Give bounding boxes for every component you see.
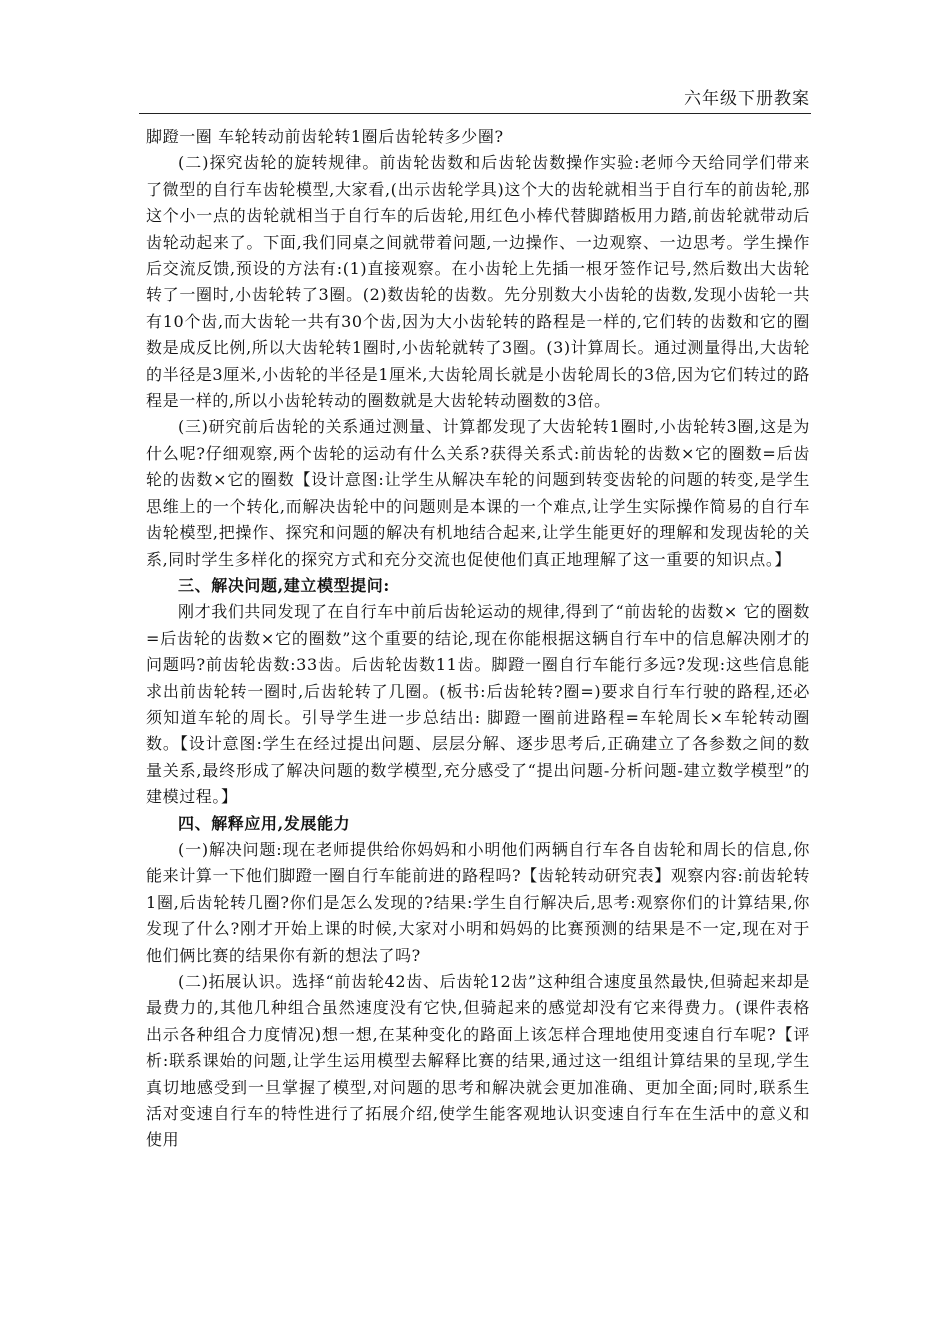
paragraph-build-model: 刚才我们共同发现了在自行车中前后齿轮运动的规律,得到了“前齿轮的齿数× 它的圈数=后齿轮的齿数×它的圈数”这个重要的结论,现在你能根据这辆自行车中的信息解决刚才的问题吗?前齿轮齿数:33齿。后齿轮齿数11齿。脚蹬一圈自行车能行多远?发现:这些信息能求出前齿轮转一圈时,后齿轮转了几圈。(板书:后齿轮转?圈=)要求自行车行驶的路程,还必须知道车轮的周长。引导学生进一步总结出: 脚蹬一圈前进路程=车轮周长×车轮转动圈数。【设计意图:学生在经过提出问题、层层分解、逐步思考后,正确建立了各参数之间的数量关系,最终形成了解决问题的数学模型,充分感受了“提出问题-分析问题-建立数学模型”的建模过程。】	[146, 602, 810, 807]
paragraph-extend-knowledge: (二)拓展认识。选择“前齿轮42齿、后齿轮12齿”这种组合速度虽然最快,但骑起来却是最费力的,其他几种组合虽然速度没有它快,但骑起来的感觉却没有它来得费力。(课件表格出示各种组合力度情况)想一想,在某种变化的路面上该怎样合理地使用变速自行车呢?【评析:联系课始的问题,让学生运用模型去解释比赛的结果,通过这一组组计算结果的呈现,学生真切地感受到一旦掌握了模型,对问题的思考和解决就会更加准确、更加全面;同时,联系生活对变速自行车的特性进行了拓展介绍,使学生能客观地认识变速自行车在生活中的意义和使用	[146, 972, 810, 1150]
paragraph-question: 脚蹬一圈 车轮转动前齿轮转1圈后齿轮转多少圈?	[146, 127, 504, 146]
page-header-title: 六年级下册教案	[684, 89, 810, 109]
section-heading-apply: 四、解释应用,发展能力	[178, 813, 351, 833]
paragraph-explore-gear-rotation: (二)探究齿轮的旋转规律。前齿轮齿数和后齿轮齿数操作实验:老师今天给同学们带来了微型的自行车齿轮模型,大家看,(出示齿轮学具)这个大的齿轮就相当于自行车的前齿轮,那这个小一点的齿轮就相当于自行车的后齿轮,用红色小棒代替脚踏板用力踏,前齿轮就带动后齿轮动起来了。下面,我们同桌之间就带着问题,一边操作、一边观察、一边思考。学生操作后交流反馈,预设的方法有:(1)直接观察。在小齿轮上先插一根牙签作记号,然后数出大齿轮转了一圈时,小齿轮转了3圈。(2)数齿轮的齿数。先分别数大小齿轮的齿数,发现小齿轮一共有10个齿,而大齿轮一共有30个齿,因为大小齿轮转的路程是一样的,它们转的齿数和它的圈数是成反比例,所以大齿轮转1圈时,小齿轮就转了3圈。(3)计算周长。通过测量得出,大齿轮的半径是3厘米,小齿轮的半径是1厘米,大齿轮周长就是小齿轮周长的3倍,因为它们转过的路程是一样的,所以小齿轮转动的圈数就是大齿轮转动圈数的3倍。	[146, 153, 810, 411]
paragraph-gear-relationship: (三)研究前后齿轮的关系通过测量、计算都发现了大齿轮转1圈时,小齿轮转3圈,这是为什么呢?仔细观察,两个齿轮的运动有什么关系?获得关系式:前齿轮的齿数×它的圈数=后齿轮的齿数×它的圈数【设计意图:让学生从解决车轮的问题到转变齿轮的问题的转变,是学生思维上的一个转化,而解决齿轮中的问题则是本课的一个难点,让学生实际操作简易的自行车齿轮模型,把操作、探究和问题的解决有机地结合起来,让学生能更好的理解和发现齿轮的关系,同时学生多样化的探究方式和充分交流也促使他们真正地理解了这一重要的知识点。】	[146, 417, 810, 569]
paragraph-solve-problem: (一)解决问题:现在老师提供给你妈妈和小明他们两辆自行车各自齿轮和周长的信息,你能来计算一下他们脚蹬一圈自行车能前进的路程吗?【齿轮转动研究表】观察内容:前齿轮转1圈,后齿轮转几圈?你们是怎么发现的?结果:学生自行解决后,思考:观察你们的计算结果,你发现了什么?刚才开始上课的时候,大家对小明和妈妈的比赛预测的结果是不一定,现在对于他们俩比赛的结果你有新的想法了吗?	[146, 839, 810, 965]
lesson-body	[146, 124, 810, 1154]
section-heading-solve-problem: 三、解决问题,建立模型提问:	[178, 575, 390, 595]
header-divider	[139, 113, 811, 114]
